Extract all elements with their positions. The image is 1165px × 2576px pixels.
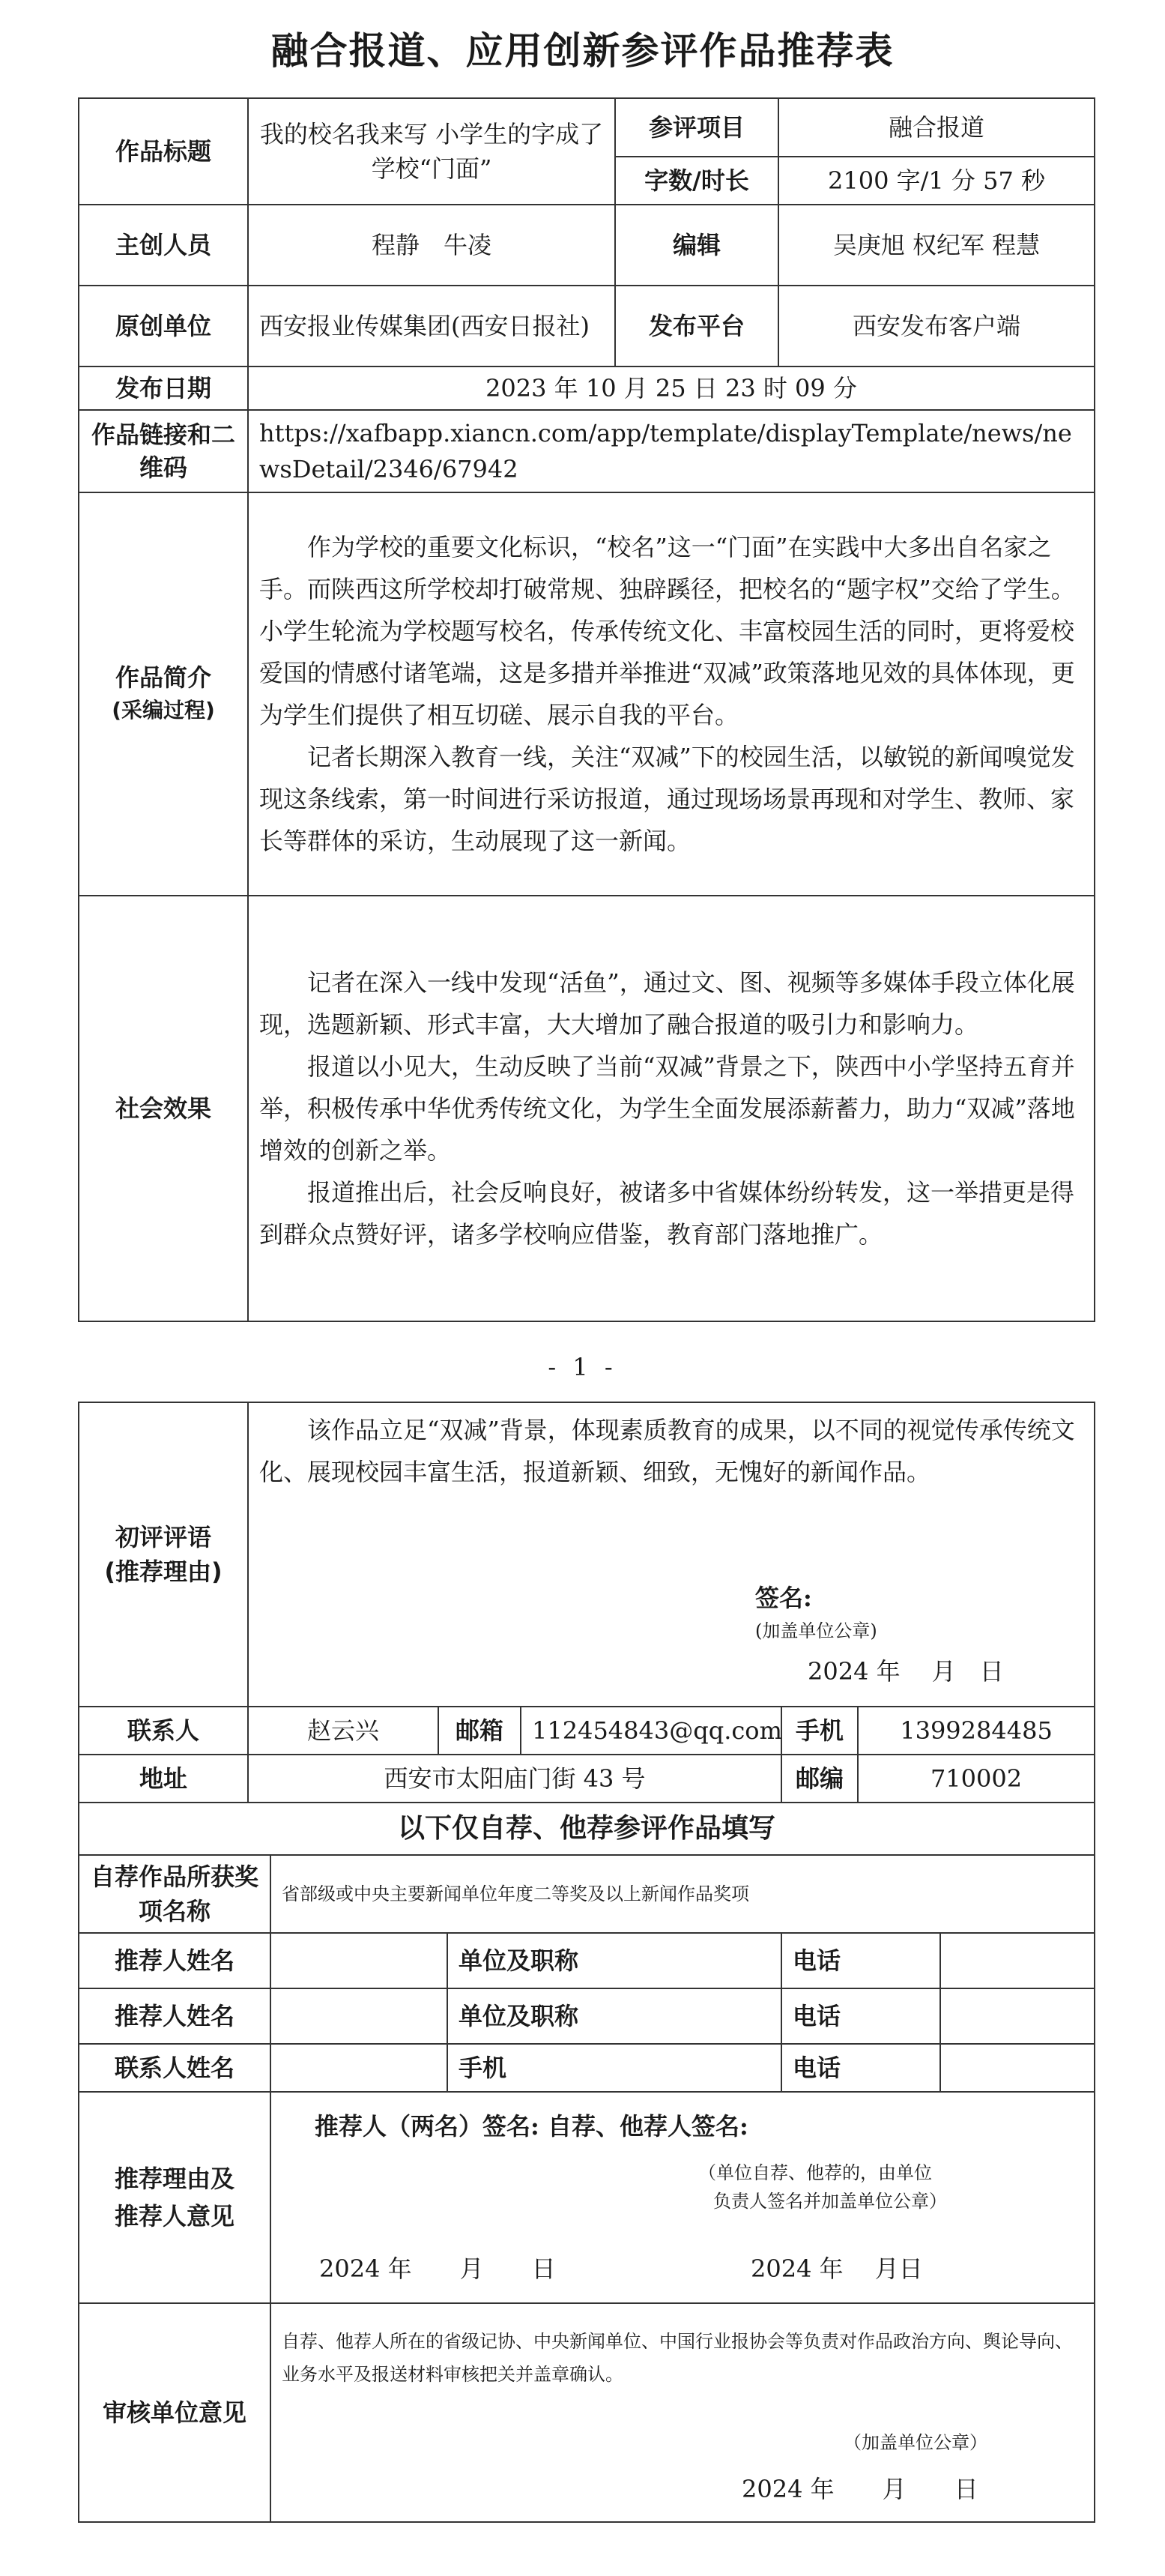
page-number: - 1 - — [548, 1353, 617, 1381]
review-body — [248, 1402, 1095, 1707]
contact-name-label: 联系人姓名 — [79, 2044, 270, 2092]
link-label: 作品链接和二维码 — [79, 410, 248, 492]
category-label: 参评项目 — [615, 98, 778, 157]
review-sign: 签名: — [755, 1584, 812, 1612]
category-value: 融合报道 — [778, 98, 1095, 157]
audit-date: 2024 年 月 日 — [742, 2475, 978, 2503]
reason-body — [270, 2092, 1095, 2303]
platform-label: 发布平台 — [615, 286, 778, 367]
platform-value: 西安发布客户端 — [778, 286, 1095, 367]
intro-paragraph: 记者长期深入教育一线，关注“双减”下的校园生活，以敏锐的新闻嗅觉发现这条线索，第一时间进行采访报道，通过现场场景再现和对学生、教师、家长等群体的采访，生动展现了这一新闻。 — [259, 743, 1075, 855]
editors-value: 吴庚旭 权纪军 程慧 — [778, 205, 1095, 286]
mobile-label: 手机 — [447, 2044, 781, 2092]
review-label: 初评评语 — [115, 1523, 211, 1551]
contact-person-label: 联系人 — [79, 1707, 248, 1755]
intro-label-cell — [79, 492, 248, 896]
intro-paragraph: 作为学校的重要文化标识，“校名”这一“门面”在实践中大多出自名家之手。而陕西这所学校却打破常规、独辟蹊径，把校名的“题字权”交给了学生。 — [259, 533, 1075, 603]
recommender1-label: 推荐人姓名 — [79, 1933, 270, 1988]
award-label: 自荐作品所获奖项名称 — [79, 1855, 270, 1933]
recommender2-name[interactable] — [270, 1988, 447, 2044]
intro-paragraph: 小学生轮流为学校题写校名，传承传统文化、丰富校园生活的同时，更将爱校爱国的情感付诸笔端，这是多措并举推进“双减”政策落地见效的具体体现，更为学生们提供了相互切磋、展示自我的平台。 — [259, 617, 1075, 729]
info-table — [78, 97, 1095, 1322]
phone-label: 手机 — [781, 1707, 858, 1755]
effect-body — [248, 896, 1095, 1321]
review-text: 该作品立足“双减”背景，体现素质教育的成果，以不同的视觉传承传统文化、展现校园丰富生活，报道新颖、细致，无愧好的新闻作品。 — [259, 1416, 1075, 1486]
contact-person-value: 赵云兴 — [248, 1707, 438, 1755]
review-sublabel: (推荐理由) — [104, 1557, 223, 1586]
recommender1-phone[interactable] — [940, 1933, 1095, 1988]
work-title-value: 我的校名我来写 小学生的字成了学校“门面” — [248, 98, 615, 205]
intro-body — [248, 492, 1095, 896]
length-label: 字数/时长 — [615, 157, 778, 205]
email-label: 邮箱 — [438, 1707, 521, 1755]
date-label: 发布日期 — [79, 367, 248, 410]
reason-sublabel: 推荐人意见 — [114, 2202, 234, 2230]
contact-name[interactable] — [270, 2044, 447, 2092]
reason-date-1: 2024 年 月 日 — [319, 2254, 556, 2283]
postcode-value: 710002 — [858, 1755, 1095, 1803]
unit-label: 原创单位 — [79, 286, 248, 367]
audit-body — [270, 2303, 1095, 2522]
creators-label: 主创人员 — [79, 205, 248, 286]
reason-label: 推荐理由及 — [114, 2165, 234, 2193]
postcode-label: 邮编 — [781, 1755, 858, 1803]
effect-label: 社会效果 — [79, 896, 248, 1321]
creators-value: 程静 牛凌 — [248, 205, 615, 286]
contact-phone-label: 电话 — [781, 2044, 940, 2092]
reason-date-2: 2024 年 月日 — [751, 2254, 923, 2283]
audit-label: 审核单位意见 — [79, 2303, 270, 2522]
address-value: 西安市太阳庙门街 43 号 — [248, 1755, 781, 1803]
audit-text: 自荐、他荐人所在的省级记协、中央新闻单位、中国行业报协会等负责对作品政治方向、舆论导向、业务水平及报送材料审核把关并盖章确认。 — [282, 2331, 1073, 2385]
phone-value: 1399284485 — [858, 1707, 1095, 1755]
reason-note-1: （单位自荐、他荐的，由单位 — [698, 2162, 932, 2183]
reason-note-2: 负责人签名并加盖单位公章） — [713, 2191, 947, 2212]
recommender1-name[interactable] — [270, 1933, 447, 1988]
review-label-cell — [79, 1402, 248, 1707]
review-date: 2024 年 月 日 — [808, 1657, 1004, 1686]
unit-value: 西安报业传媒集团(西安日报社) — [248, 286, 615, 367]
reason-label-cell — [79, 2092, 270, 2303]
date-value: 2023 年 10 月 25 日 23 时 09 分 — [248, 367, 1095, 410]
work-title-label: 作品标题 — [79, 98, 248, 205]
recommender1-phone-label: 电话 — [781, 1933, 940, 1988]
page-title: 融合报道、应用创新参评作品推荐表 — [270, 29, 895, 73]
reason-sign: 推荐人（两名）签名: 自荐、他荐人签名: — [315, 2112, 748, 2141]
recommender2-label: 推荐人姓名 — [79, 1988, 270, 2044]
intro-sublabel: (采编过程) — [112, 698, 215, 723]
recommender2-phone-label: 电话 — [781, 1988, 940, 2044]
address-label: 地址 — [79, 1755, 248, 1803]
contact-phone[interactable] — [940, 2044, 1095, 2092]
recommender2-unit-label: 单位及职称 — [447, 1988, 781, 2044]
editors-label: 编辑 — [615, 205, 778, 286]
award-value: 省部级或中央主要新闻单位年度二等奖及以上新闻作品奖项 — [270, 1855, 1095, 1933]
self-section-heading: 以下仅自荐、他荐参评作品填写 — [79, 1803, 1095, 1855]
email-value: 112454843@qq.com — [521, 1707, 781, 1755]
intro-label: 作品简介 — [115, 663, 211, 692]
review-table — [78, 1402, 1095, 1803]
self-recommend-table — [78, 1802, 1095, 2523]
review-seal-note: (加盖单位公章) — [755, 1620, 877, 1641]
audit-seal-note: （加盖单位公章） — [844, 2432, 987, 2453]
effect-paragraph: 报道推出后，社会反响良好，被诸多中省媒体纷纷转发，这一举措更是得到群众点赞好评，诸多学校响应借鉴，教育部门落地推广。 — [259, 1178, 1075, 1249]
effect-paragraph: 记者在深入一线中发现“活鱼”，通过文、图、视频等多媒体手段立体化展现，选题新颖、形式丰富，大大增加了融合报道的吸引力和影响力。 — [259, 968, 1075, 1039]
effect-paragraph: 报道以小见大，生动反映了当前“双减”背景之下，陕西中小学坚持五育并举，积极传承中华优秀传统文化，为学生全面发展添薪蓄力，助力“双减”落地增效的创新之举。 — [259, 1052, 1075, 1165]
recommender1-unit-label: 单位及职称 — [447, 1933, 781, 1988]
recommender2-phone[interactable] — [940, 1988, 1095, 2044]
link-value[interactable]: https://xafbapp.xiancn.com/app/template/displayTemplate/news/newsDetail/2346/67942 — [248, 410, 1095, 492]
length-value: 2100 字/1 分 57 秒 — [778, 157, 1095, 205]
